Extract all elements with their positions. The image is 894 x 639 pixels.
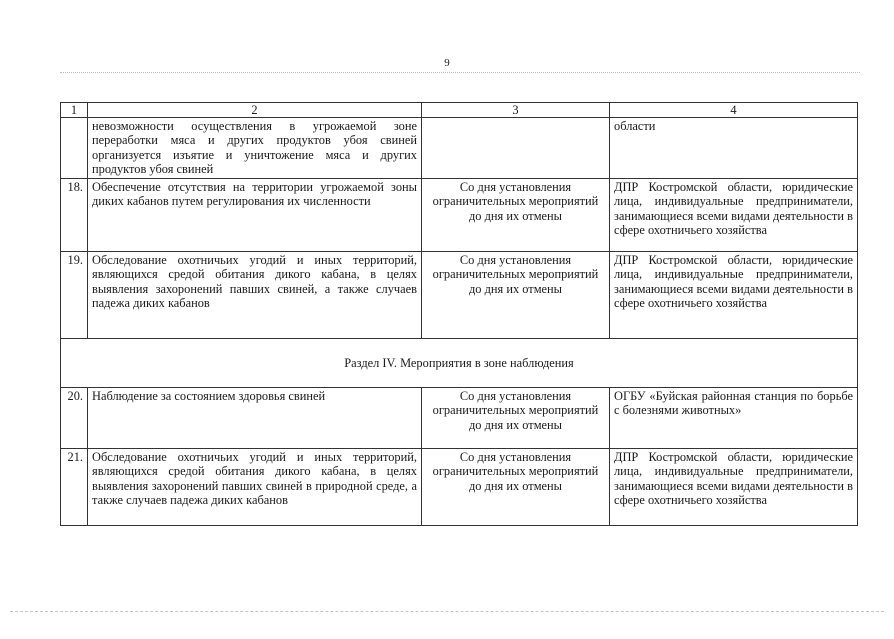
table-row bbox=[61, 388, 858, 449]
responsible-cell: ДПР Костромской области, юридические лица, индивидуальные предприниматели, занимающиеся всеми видами деятельности в сфере охотничьего хозяйства bbox=[610, 252, 858, 339]
measure-cell: Обследование охотничьих угодий и иных территорий, являющихся средой обитания дикого кабана, в целях выявления захоронений павших свиней, а также случаев падежа диких кабанов bbox=[88, 252, 422, 339]
column-header-1: 1 bbox=[61, 103, 88, 118]
scan-artifact-line bbox=[10, 611, 884, 612]
section-row bbox=[61, 339, 858, 388]
measure-cell: невозможности осуществления в угрожаемой зоне переработки мяса и других продуктов убоя свиней организуется изъятие и уничтожение мяса и других продуктов убоя свиней bbox=[88, 118, 422, 179]
responsible-cell: ОГБУ «Буйская районная станция по борьбе с болезнями животных» bbox=[610, 388, 858, 449]
term-cell: Со дня установления ограничительных мероприятий до дня их отмены bbox=[422, 388, 610, 449]
term-cell bbox=[422, 118, 610, 179]
responsible-cell: ДПР Костромской области, юридические лица, индивидуальные предприниматели, занимающиеся всеми видами деятельности в сфере охотничьего хозяйства bbox=[610, 449, 858, 526]
term-cell: Со дня установления ограничительных мероприятий до дня их отмены bbox=[422, 252, 610, 339]
page-number: 9 bbox=[444, 57, 450, 69]
row-number: 18. bbox=[61, 179, 88, 252]
term-cell: Со дня установления ограничительных мероприятий до дня их отмены bbox=[422, 179, 610, 252]
section-title: Раздел IV. Мероприятия в зоне наблюдения bbox=[61, 339, 858, 388]
row-number: 19. bbox=[61, 252, 88, 339]
table-header-row bbox=[61, 103, 858, 118]
measure-cell: Обследование охотничьих угодий и иных территорий, являющихся средой обитания дикого кабана, в целях выявления захоронений павших свиней в природной среде, а также случаев падежа диких кабанов bbox=[88, 449, 422, 526]
column-header-2: 2 bbox=[88, 103, 422, 118]
table-row bbox=[61, 449, 858, 526]
measure-cell: Обеспечение отсутствия на территории угрожаемой зоны диких кабанов путем регулирования их численности bbox=[88, 179, 422, 252]
row-number bbox=[61, 118, 88, 179]
row-number: 20. bbox=[61, 388, 88, 449]
measures-table bbox=[60, 102, 858, 526]
column-header-3: 3 bbox=[422, 103, 610, 118]
row-number: 21. bbox=[61, 449, 88, 526]
measure-cell: Наблюдение за состоянием здоровья свиней bbox=[88, 388, 422, 449]
responsible-cell: области bbox=[610, 118, 858, 179]
table-row bbox=[61, 179, 858, 252]
table-row bbox=[61, 252, 858, 339]
table-row bbox=[61, 118, 858, 179]
scan-artifact-line bbox=[60, 72, 860, 73]
responsible-cell: ДПР Костромской области, юридические лица, индивидуальные предприниматели, занимающиеся всеми видами деятельности в сфере охотничьего хозяйства bbox=[610, 179, 858, 252]
term-cell: Со дня установления ограничительных мероприятий до дня их отмены bbox=[422, 449, 610, 526]
column-header-4: 4 bbox=[610, 103, 858, 118]
